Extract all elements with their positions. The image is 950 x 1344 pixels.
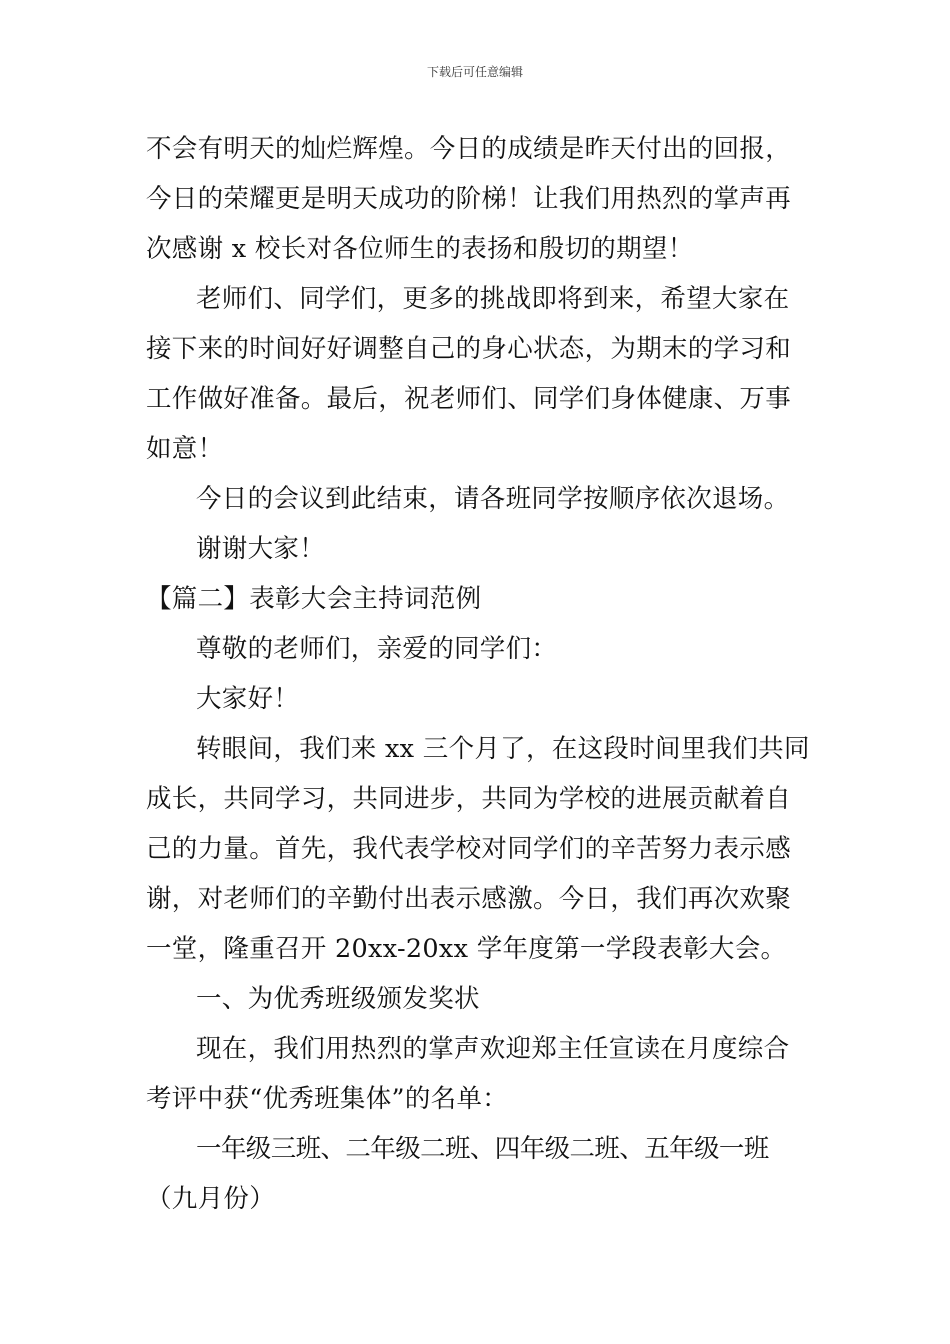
paragraph-line: 考评中获“优秀班集体”的名单： xyxy=(146,1084,509,1114)
paragraph-line: 转眼间，我们来 xx 三个月了，在这段时间里我们共同 xyxy=(196,734,810,764)
paragraph-line: 一堂，隆重召开 20xx-20xx 学年度第一学段表彰大会。 xyxy=(146,934,787,964)
paragraph-line: 谢谢大家！ xyxy=(196,534,326,564)
page-header: 下载后可任意编辑 xyxy=(426,65,523,79)
document-body xyxy=(146,124,810,1224)
paragraph-line: 次感谢 x 校长对各位师生的表扬和殷切的期望！ xyxy=(146,234,694,264)
paragraph-line: 谢，对老师们的辛勤付出表示感激。今日，我们再次欢聚 xyxy=(146,884,792,914)
section-heading: 【篇二】表彰大会主持词范例 xyxy=(146,584,482,614)
salutation-line: 尊敬的老师们，亲爱的同学们： xyxy=(196,634,558,664)
paragraph-line: 老师们、同学们，更多的挑战即将到来，希望大家在 xyxy=(196,284,790,314)
paragraph-line: 现在，我们用热烈的掌声欢迎郑主任宣读在月度综合 xyxy=(196,1034,790,1064)
class-list-line: 一年级三班、二年级二班、四年级二班、五年级一班 xyxy=(196,1134,769,1164)
greeting-line: 大家好！ xyxy=(196,684,300,714)
paragraph-line: 今日的荣耀更是明天成功的阶梯！让我们用热烈的掌声再 xyxy=(146,184,792,214)
class-list-month: （九月份） xyxy=(146,1184,276,1214)
paragraph-line: 成长，共同学习，共同进步，共同为学校的进展贡献着自 xyxy=(146,784,792,814)
paragraph-line: 己的力量。首先，我代表学校对同学们的辛苦努力表示感 xyxy=(146,834,792,864)
subsection-heading: 一、为优秀班级颁发奖状 xyxy=(196,984,480,1014)
paragraph-line: 如意！ xyxy=(146,434,224,464)
paragraph-line: 接下来的时间好好调整自己的身心状态，为期末的学习和 xyxy=(146,334,792,364)
paragraph-line: 不会有明天的灿烂辉煌。今日的成绩是昨天付出的回报， xyxy=(146,134,792,164)
paragraph-line: 今日的会议到此结束，请各班同学按顺序依次退场。 xyxy=(196,484,790,514)
paragraph-line: 工作做好准备。最后，祝老师们、同学们身体健康、万事 xyxy=(146,384,792,414)
